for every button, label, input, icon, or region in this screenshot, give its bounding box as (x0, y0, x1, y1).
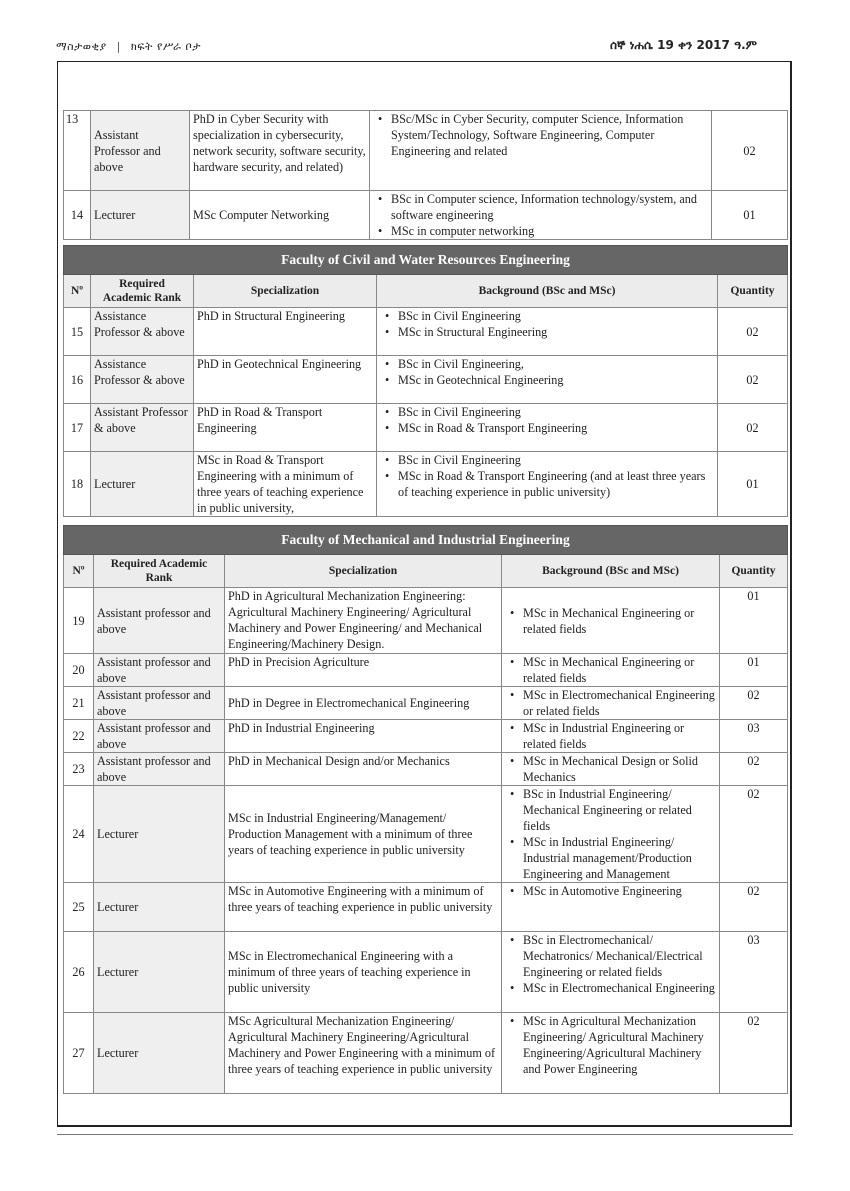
row-quantity: 02 (720, 753, 788, 786)
background-item: • MSc in Agricultural Mechanization Engineering/ Agricultural Machinery Engineering/Agricultural Machinery and Power Engineering (523, 1013, 716, 1077)
row-specialization: PhD in Degree in Electromechanical Engineering (225, 687, 502, 720)
row-rank: Lecturer (94, 786, 225, 883)
row-rank: Assistant professor and above (94, 753, 225, 786)
background-item: • MSc in Road & Transport Engineering (and at least three years of teaching experience in public university) (398, 468, 714, 500)
background-item: • MSc in Mechanical Engineering or related fields (523, 605, 716, 637)
table-row (64, 753, 788, 786)
row-background (502, 588, 720, 654)
table-row (64, 308, 788, 356)
col-header-specialization: Specialization (194, 275, 377, 308)
row-number: 22 (64, 720, 94, 753)
header-date: ሰኞ ነሐሴ 19 ቀን 2017 ዓ.ም (610, 38, 757, 52)
row-number: 15 (64, 308, 91, 356)
row-quantity: 03 (720, 932, 788, 1013)
row-rank: Lecturer (91, 452, 194, 517)
table-header-row (64, 275, 788, 308)
background-item: • MSc in Mechanical Design or Solid Mechanics (523, 753, 716, 785)
col-header-rank: Required Academic Rank (91, 275, 194, 308)
table-row (64, 654, 788, 687)
row-quantity: 02 (718, 404, 788, 452)
row-specialization: MSc in Automotive Engineering with a minimum of three years of teaching experience in public university (225, 883, 502, 932)
row-specialization: PhD in Mechanical Design and/or Mechanics (225, 753, 502, 786)
row-background (502, 883, 720, 932)
footer-rule (57, 1134, 793, 1135)
col-header-no: Nº (64, 555, 94, 588)
row-specialization: PhD in Agricultural Mechanization Engineering: Agricultural Machinery Engineering/ Agricultural Machinery and Power Engineering/ and Mechanical Engineering/Machinery Design. (225, 588, 502, 654)
background-item: • MSc in Structural Engineering (398, 324, 714, 340)
row-quantity: 01 (712, 191, 788, 240)
row-quantity: 02 (720, 786, 788, 883)
row-rank: Assistant professor and above (94, 588, 225, 654)
row-background (377, 308, 718, 356)
row-number: 16 (64, 356, 91, 404)
row-specialization: MSc Computer Networking (190, 191, 370, 240)
row-specialization: PhD in Road & Transport Engineering (194, 404, 377, 452)
row-number: 18 (64, 452, 91, 517)
row-number: 21 (64, 687, 94, 720)
background-item: • MSc in Electromechanical Engineering (523, 980, 716, 996)
row-quantity: 01 (718, 452, 788, 517)
row-rank: Assistant Professor & above (91, 404, 194, 452)
row-rank: Assistant professor and above (94, 654, 225, 687)
header-title: ማስታወቂያ (56, 40, 107, 53)
background-item: • MSc in Mechanical Engineering or related fields (523, 654, 716, 686)
row-number: 20 (64, 654, 94, 687)
background-item: • BSc/MSc in Cyber Security, computer Science, Information System/Technology, Software Engineering, Computer Engineering and related (391, 111, 708, 159)
table-row (64, 786, 788, 883)
row-background (370, 111, 712, 191)
table-row (64, 356, 788, 404)
row-specialization: MSc in Industrial Engineering/Management/ Production Management with a minimum of three years of teaching experience in public university (225, 786, 502, 883)
row-background (502, 654, 720, 687)
row-specialization: MSc Agricultural Mechanization Engineering/ Agricultural Machinery Engineering/Agricultural Machinery and Power Engineering with a minimum of three years of teaching experience in public university (225, 1013, 502, 1094)
row-quantity: 01 (720, 588, 788, 654)
section-title: Faculty of Civil and Water Resources Engineering (64, 246, 788, 275)
row-number: 25 (64, 883, 94, 932)
row-quantity: 02 (718, 356, 788, 404)
background-item: • MSc in Industrial Engineering/ Industrial management/Production Engineering and Management (523, 834, 716, 882)
table-row (64, 1013, 788, 1094)
table-row (64, 404, 788, 452)
row-background (502, 753, 720, 786)
section-title: Faculty of Mechanical and Industrial Engineering (64, 526, 788, 555)
row-rank: Assistance Professor & above (91, 308, 194, 356)
table-row (64, 883, 788, 932)
table-row (64, 720, 788, 753)
table-row (64, 932, 788, 1013)
table-row (64, 191, 788, 240)
row-number: 23 (64, 753, 94, 786)
background-item: • BSc in Civil Engineering, (398, 356, 714, 372)
background-item: • MSc in Road & Transport Engineering (398, 420, 714, 436)
row-specialization: PhD in Precision Agriculture (225, 654, 502, 687)
background-item: • MSc in Automotive Engineering (523, 883, 716, 899)
row-number: 17 (64, 404, 91, 452)
row-specialization: MSc in Road & Transport Engineering with a minimum of three years of teaching experience in public university, (194, 452, 377, 517)
row-rank: Assistant professor and above (94, 720, 225, 753)
row-rank: Lecturer (94, 1013, 225, 1094)
row-rank: Assistant professor and above (94, 687, 225, 720)
background-item: • MSc in Geotechnical Engineering (398, 372, 714, 388)
row-background (377, 356, 718, 404)
row-rank: Lecturer (94, 883, 225, 932)
row-number: 19 (64, 588, 94, 654)
background-item: • BSc in Industrial Engineering/ Mechanical Engineering or related fields (523, 786, 716, 834)
row-number: 24 (64, 786, 94, 883)
background-item: • BSc in Civil Engineering (398, 308, 714, 324)
col-header-background: Background (BSc and MSc) (377, 275, 718, 308)
background-item: • BSc in Electromechanical/ Mechatronics/ Mechanical/Electrical Engineering or related fields (523, 932, 716, 980)
row-background (502, 786, 720, 883)
table-row (64, 452, 788, 517)
background-item: • MSc in Industrial Engineering or related fields (523, 720, 716, 752)
background-item: • BSc in Civil Engineering (398, 452, 714, 468)
background-item: • MSc in computer networking (391, 223, 708, 239)
computing-table (63, 110, 788, 240)
row-quantity: 03 (720, 720, 788, 753)
row-background (377, 452, 718, 517)
header-separator: | (116, 40, 121, 53)
col-header-specialization: Specialization (225, 555, 502, 588)
col-header-quantity: Quantity (720, 555, 788, 588)
header-subtitle: ክፍት የሥራ ቦታ (130, 40, 201, 53)
row-background (502, 687, 720, 720)
row-quantity: 02 (718, 308, 788, 356)
row-specialization: PhD in Cyber Security with specialization in cybersecurity, network security, software security, hardware security, and related) (190, 111, 370, 191)
row-rank: Lecturer (94, 932, 225, 1013)
table-row (64, 687, 788, 720)
row-specialization: MSc in Electromechanical Engineering with a minimum of three years of teaching experience in public university (225, 932, 502, 1013)
row-background (502, 932, 720, 1013)
row-quantity: 02 (712, 111, 788, 191)
civil-table (63, 245, 788, 517)
row-number: 26 (64, 932, 94, 1013)
row-rank: Lecturer (91, 191, 190, 240)
row-number: 13 (64, 111, 91, 191)
table-row (64, 111, 788, 191)
row-quantity: 01 (720, 654, 788, 687)
row-number: 27 (64, 1013, 94, 1094)
row-quantity: 02 (720, 883, 788, 932)
col-header-rank: Required Academic Rank (94, 555, 225, 588)
row-rank: Assistance Professor & above (91, 356, 194, 404)
col-header-background: Background (BSc and MSc) (502, 555, 720, 588)
row-quantity: 02 (720, 687, 788, 720)
row-background (377, 404, 718, 452)
row-specialization: PhD in Structural Engineering (194, 308, 377, 356)
row-specialization: PhD in Industrial Engineering (225, 720, 502, 753)
background-item: • MSc in Electromechanical Engineering or related fields (523, 687, 716, 719)
table-row (64, 588, 788, 654)
row-rank: Assistant Professor and above (91, 111, 190, 191)
table-header-row (64, 555, 788, 588)
row-quantity: 02 (720, 1013, 788, 1094)
mechanical-table (63, 525, 788, 1094)
row-number: 14 (64, 191, 91, 240)
row-background (502, 720, 720, 753)
background-item: • BSc in Computer science, Information technology/system, and software engineering (391, 191, 708, 223)
background-item: • BSc in Civil Engineering (398, 404, 714, 420)
row-background (370, 191, 712, 240)
col-header-quantity: Quantity (718, 275, 788, 308)
row-background (502, 1013, 720, 1094)
col-header-no: Nº (64, 275, 91, 308)
row-specialization: PhD in Geotechnical Engineering (194, 356, 377, 404)
page-header-left (56, 40, 201, 54)
